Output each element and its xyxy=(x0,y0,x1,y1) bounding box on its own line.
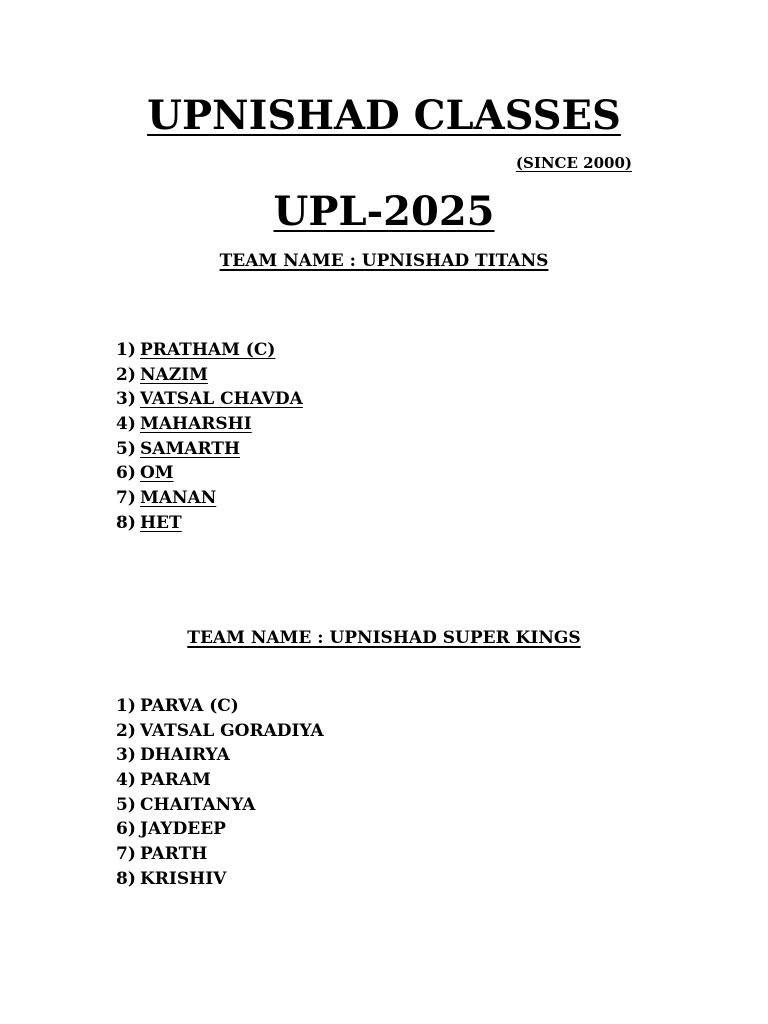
player-item xyxy=(116,437,303,462)
player-item xyxy=(116,793,324,818)
player-number: 2) xyxy=(116,720,136,741)
player-name: DHAIRYA xyxy=(140,745,230,766)
player-item xyxy=(116,719,324,744)
player-name: PARVA (C) xyxy=(140,696,239,716)
player-number: 5) xyxy=(116,438,136,459)
since-label: (SINCE 2000) xyxy=(515,154,632,172)
player-number: 5) xyxy=(116,794,136,815)
player-item xyxy=(116,363,303,388)
player-name: MAHARSHI xyxy=(140,414,252,435)
player-item xyxy=(116,412,303,437)
roster-super-kings xyxy=(116,694,324,892)
player-number: 7) xyxy=(116,844,136,865)
player-number: 8) xyxy=(116,868,136,889)
player-name: PARTH xyxy=(140,844,208,865)
document-title xyxy=(0,90,768,142)
player-number: 1) xyxy=(116,340,136,360)
player-item xyxy=(116,768,324,793)
player-number: 8) xyxy=(116,512,136,533)
team-title-super-kings xyxy=(0,627,768,649)
player-number: 4) xyxy=(116,770,136,791)
player-name: VATSAL GORADIYA xyxy=(140,720,324,741)
player-item xyxy=(116,461,303,486)
player-name: OM xyxy=(140,463,174,484)
player-number: 7) xyxy=(116,488,136,509)
player-item xyxy=(116,387,303,412)
event-heading xyxy=(0,186,768,238)
player-name: PRATHAM (C) xyxy=(140,340,276,360)
event-text: UPL-2025 xyxy=(273,188,495,235)
player-number: 6) xyxy=(116,819,136,840)
player-name: VATSAL CHAVDA xyxy=(140,389,303,410)
team-title-titans xyxy=(0,250,768,272)
roster-titans xyxy=(116,338,303,536)
player-item xyxy=(116,743,324,768)
player-number: 6) xyxy=(116,463,136,484)
player-name: SAMARTH xyxy=(140,438,241,459)
player-item xyxy=(116,842,324,867)
player-item xyxy=(116,338,303,363)
player-number: 4) xyxy=(116,414,136,435)
player-name: HET xyxy=(140,512,182,533)
player-name: CHAITANYA xyxy=(140,794,256,815)
player-item xyxy=(116,511,303,536)
team-title-text: TEAM NAME : UPNISHAD TITANS xyxy=(219,251,549,271)
title-text: UPNISHAD CLASSES xyxy=(147,92,621,139)
player-number: 1) xyxy=(116,696,136,716)
player-item xyxy=(116,486,303,511)
player-item xyxy=(116,817,324,842)
player-item xyxy=(116,694,324,719)
player-number: 3) xyxy=(116,745,136,766)
player-item xyxy=(116,867,324,892)
player-number: 3) xyxy=(116,389,136,410)
team-title-text: TEAM NAME : UPNISHAD SUPER KINGS xyxy=(187,628,581,648)
player-name: MANAN xyxy=(140,488,217,509)
player-name: NAZIM xyxy=(140,364,208,385)
player-name: JAYDEEP xyxy=(140,819,226,840)
player-name: PARAM xyxy=(140,770,211,791)
player-name: KRISHIV xyxy=(140,868,227,889)
player-number: 2) xyxy=(116,364,136,385)
